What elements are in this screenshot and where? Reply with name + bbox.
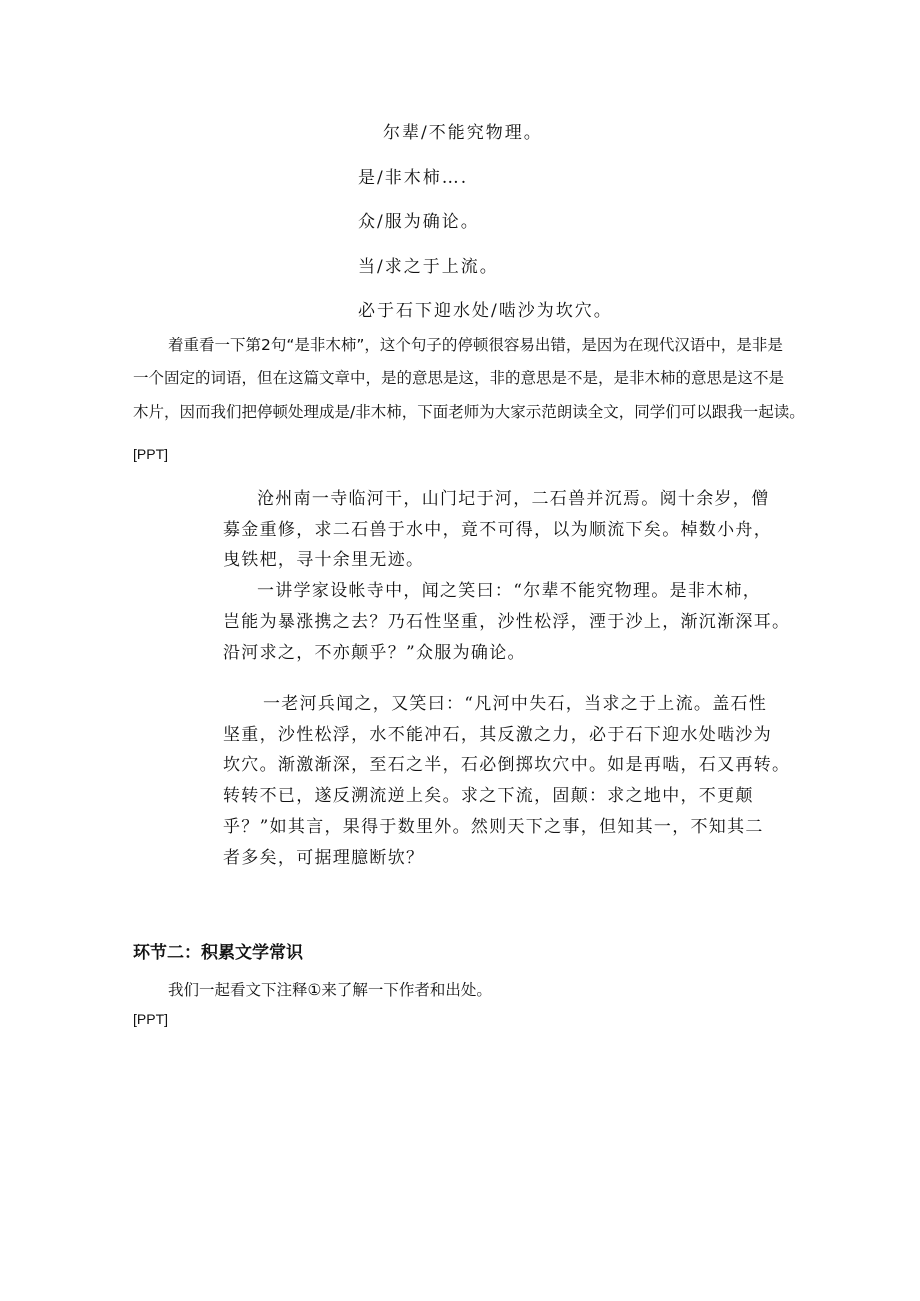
classic-line-11: 乎？”如其言，果得于数里外。然则天下之事，但知其一，不知其二 [223,817,764,837]
ppt-label-2: [PPT] [133,1011,169,1027]
commentary-line-3: 木片，因而我们把停顿处理成是/非木柿，下面老师为大家示范朗读全文，同学们可以跟我一起读。 [133,403,805,421]
classic-line-1: 沧州南一寺临河干，山门圮于河，二石兽并沉焉。阅十余岁，僧 [257,489,770,509]
classic-line-12: 者多矣，可据理臆断欤？ [223,848,425,868]
commentary-line-2: 一个固定的词语，但在这篇文章中，是的意思是这，非的意思是不是，是非木柿的意思是这不是 [133,369,785,387]
pause-line-1: 尔辈/不能究物理。 [383,123,543,143]
classic-line-10: 转转不已，遂反溯流逆上矣。求之下流，固颠：求之地中，不更颠 [223,786,754,806]
pause-line-3: 众/服为确论。 [358,212,480,232]
classic-line-8: 坚重，沙性松浮，水不能冲石，其反激之力，必于石下迎水处啮沙为 [223,725,772,745]
classic-line-2: 募金重修，求二石兽于水中，竟不可得，以为顺流下矣。棹数小舟， [223,520,772,540]
classic-line-9: 坎穴。渐激渐深，至石之半，石必倒掷坎穴中。如是再啮，石又再转。 [223,755,791,775]
classic-line-4: 一讲学家设帐寺中，闻之笑曰：“尔辈不能究物理。是非木柿， [257,581,762,601]
pause-line-2: 是/非木柿…. [358,168,469,188]
classic-line-5: 岂能为暴涨携之去？乃石性坚重，沙性松浮，湮于沙上，渐沉渐深耳。 [223,612,791,632]
classic-line-7: 一老河兵闻之，又笑曰：“凡河中失石，当求之于上流。盖石性 [263,694,768,714]
classic-line-3: 曳铁杷，寻十余里无迹。 [223,550,425,570]
section-heading: 环节二：积累文学常识 [133,943,303,963]
ppt-label-1: [PPT] [133,446,169,462]
pause-line-4: 当/求之于上流。 [358,257,499,277]
intro-sentence: 我们一起看文下注释①来了解一下作者和出处。 [168,981,492,999]
commentary-line-1: 着重看一下第2句“是非木柿”，这个句子的停顿很容易出错，是因为在现代汉语中，是非是 [168,336,783,354]
classic-line-6: 沿河求之，不亦颠乎？”众服为确论。 [223,643,526,663]
pause-line-5: 必于石下迎水处/啮沙为坎穴。 [358,301,613,321]
